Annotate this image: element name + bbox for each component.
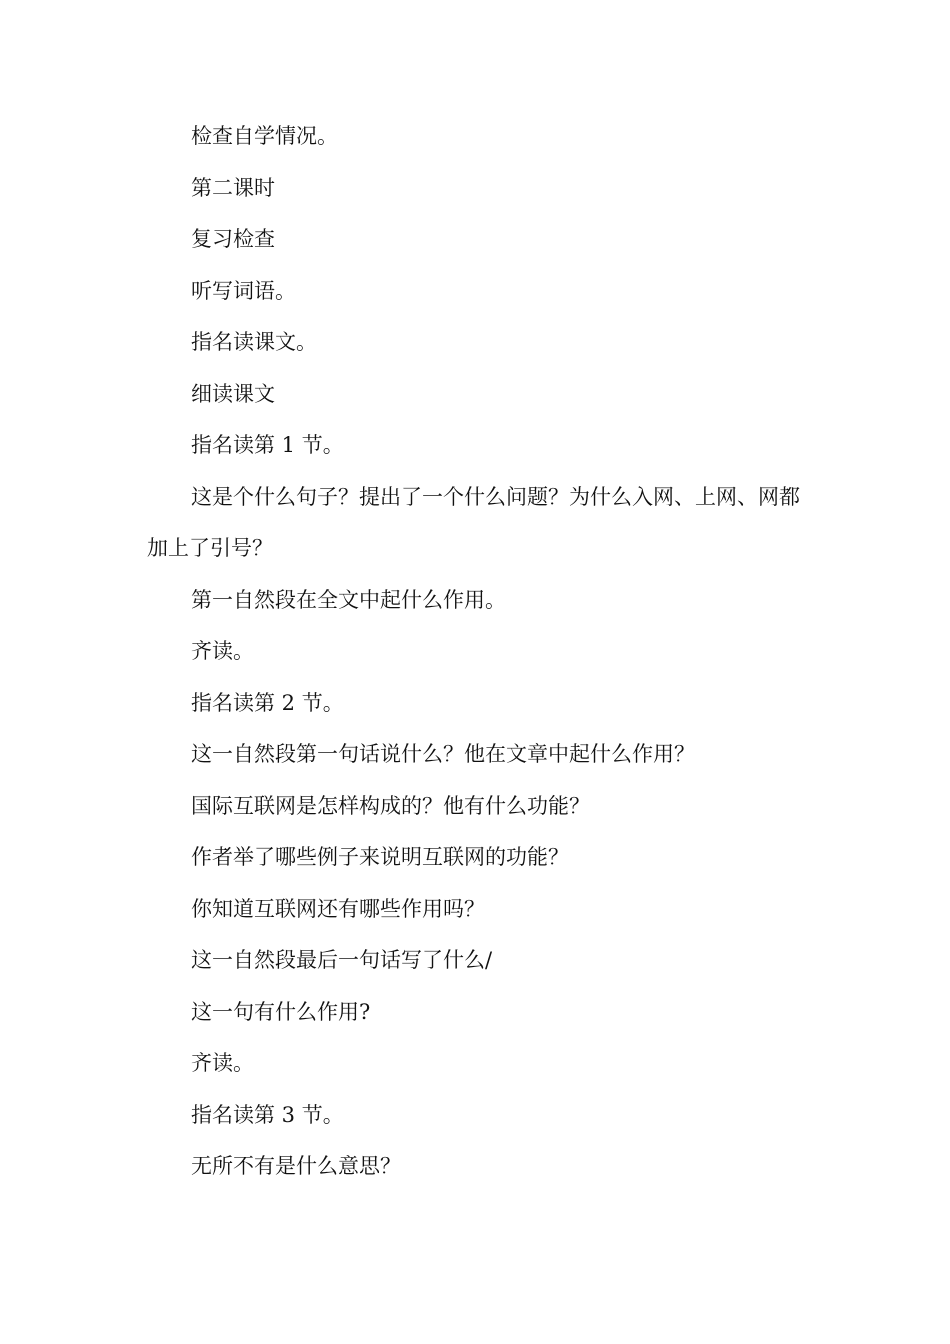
paragraph: 指名读第 2 节。 [191, 690, 344, 715]
paragraph: 听写词语。 [191, 278, 296, 303]
paragraph: 这一自然段最后一句话写了什么/ [191, 948, 493, 972]
paragraph: 指名读课文。 [191, 330, 317, 354]
paragraph: 指名读第 1 节。 [191, 433, 344, 457]
paragraph: 你知道互联网还有哪些作用吗？ [191, 896, 485, 921]
section-heading: 第二课时 [191, 175, 275, 200]
paragraph: 国际互联网是怎样构成的？他有什么功能？ [191, 793, 590, 818]
paragraph: 齐读。 [191, 639, 254, 663]
paragraph: 这是个什么句子？提出了一个什么问题？为什么入网、上网、网都加上了引号？ [147, 484, 800, 560]
paragraph: 指名读第 3 节。 [191, 1102, 344, 1127]
paragraph: 检查自学情况。 [191, 124, 338, 148]
paragraph: 无所不有是什么意思？ [191, 1154, 401, 1178]
paragraph: 细读课文 [191, 381, 275, 406]
paragraph: 第一自然段在全文中起什么作用。 [191, 587, 506, 612]
paragraph: 这一句有什么作用? [191, 999, 371, 1024]
paragraph: 齐读。 [191, 1051, 254, 1075]
paragraph: 作者举了哪些例子来说明互联网的功能？ [191, 845, 569, 869]
paragraph: 复习检查 [191, 227, 275, 251]
paragraph: 这一自然段第一句话说什么？他在文章中起什么作用？ [191, 742, 695, 766]
document-body [147, 111, 807, 1193]
